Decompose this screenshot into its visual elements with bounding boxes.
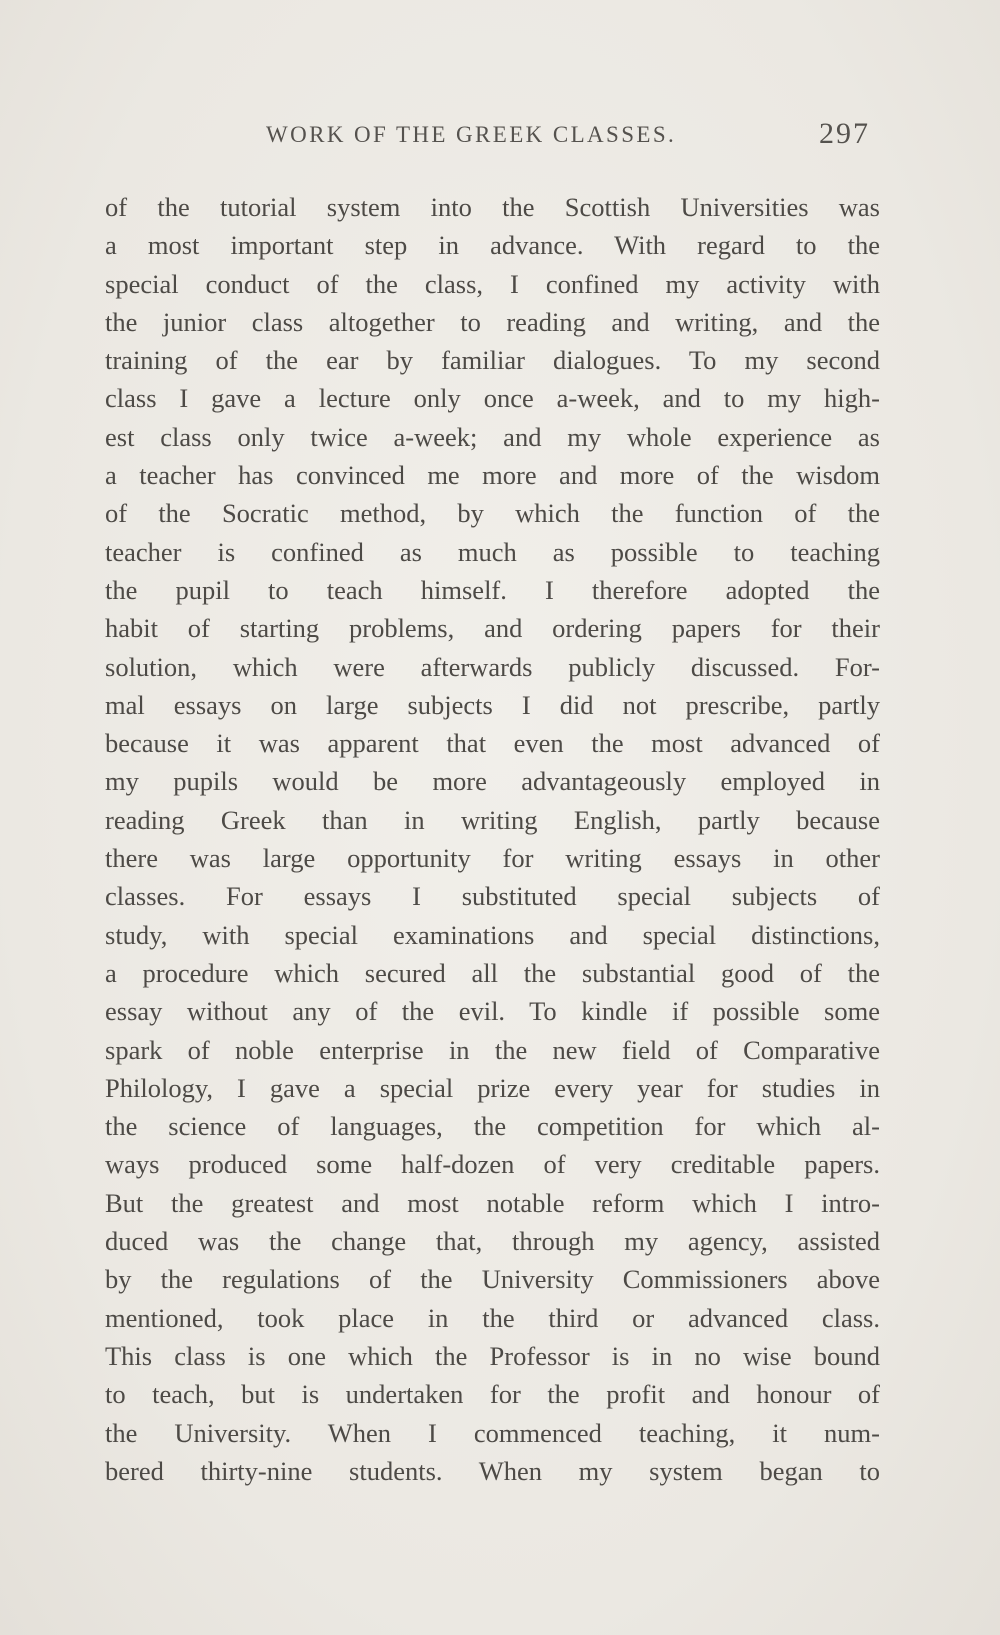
text-line: the junior class altogether to reading and writing, and the: [105, 306, 880, 337]
text-line: bered thirty-nine students. When my system began to: [105, 1455, 880, 1486]
text-line: my pupils would be more advantageously employed in: [105, 766, 880, 797]
text-line: a teacher has convinced me more and more of the wisdom: [105, 460, 880, 491]
text-line: of the Socratic method, by which the function of the: [105, 498, 880, 529]
page-number: 297: [819, 117, 870, 150]
text-line: ways produced some half-dozen of very creditable papers.: [105, 1149, 880, 1180]
text-line: the science of languages, the competition for which al-: [105, 1111, 880, 1142]
text-line: duced was the change that, through my agency, assisted: [105, 1226, 880, 1257]
text-line: reading Greek than in writing English, partly because: [105, 804, 880, 835]
text-line: solution, which were afterwards publicly discussed. For-: [105, 651, 880, 682]
text-line: by the regulations of the University Commissioners above: [105, 1264, 880, 1295]
text-line: mal essays on large subjects I did not prescribe, partly: [105, 689, 880, 720]
text-line: to teach, but is undertaken for the profit and honour of: [105, 1379, 880, 1410]
text-line: a procedure which secured all the substantial good of the: [105, 957, 880, 988]
text-line: of the tutorial system into the Scottish Universities was: [105, 192, 880, 222]
text-line: classes. For essays I substituted special subjects of: [105, 881, 880, 912]
text-line: study, with special examinations and special distinctions,: [105, 919, 880, 950]
text-line: mentioned, took place in the third or advanced class.: [105, 1302, 880, 1333]
text-line: This class is one which the Professor is in no wise bound: [105, 1340, 880, 1371]
text-line: the University. When I commenced teaching, it num-: [105, 1417, 880, 1448]
text-line: But the greatest and most notable reform which I intro-: [105, 1187, 880, 1218]
text-line: special conduct of the class, I confined my activity with: [105, 268, 880, 299]
text-line: Philology, I gave a special prize every year for studies in: [105, 1072, 880, 1103]
text-line: est class only twice a-week; and my whole experience as: [105, 421, 880, 452]
text-line: because it was apparent that even the most advanced of: [105, 728, 880, 759]
text-line: teacher is confined as much as possible to teaching: [105, 536, 880, 567]
text-line: the pupil to teach himself. I therefore adopted the: [105, 574, 880, 605]
text-line: habit of starting problems, and ordering papers for their: [105, 613, 880, 644]
running-title: WORK OF THE GREEK CLASSES.: [266, 122, 677, 147]
running-head: [0, 117, 1000, 158]
text-line: there was large opportunity for writing essays in other: [105, 843, 880, 874]
text-line: class I gave a lecture only once a-week, and to my high-: [105, 383, 880, 414]
body-text: [105, 188, 880, 1490]
text-line: essay without any of the evil. To kindle if possible some: [105, 996, 880, 1027]
text-line: a most important step in advance. With regard to the: [105, 230, 880, 261]
text-line: spark of noble enterprise in the new field of Comparative: [105, 1034, 880, 1065]
text-line: training of the ear by familiar dialogues. To my second: [105, 345, 880, 376]
